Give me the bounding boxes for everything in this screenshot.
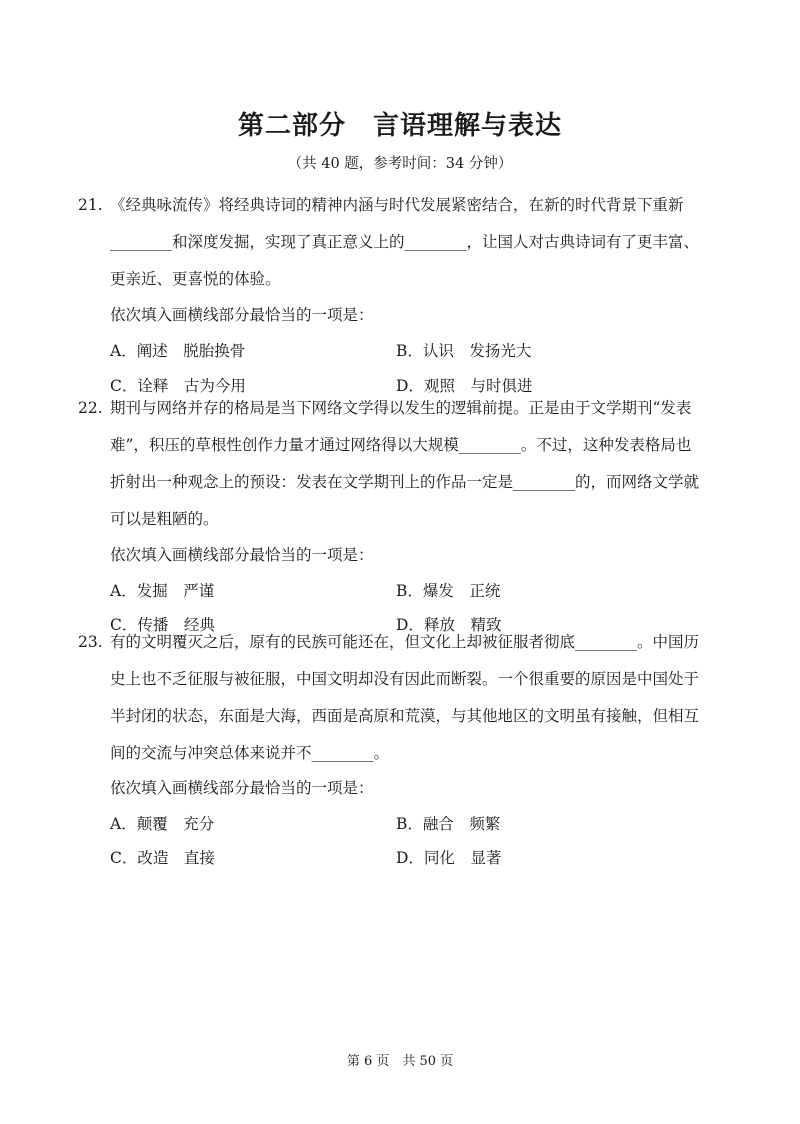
option-c[interactable] <box>110 376 246 396</box>
option-text: 释放 精致 <box>423 616 502 634</box>
option-letter: B． <box>396 815 423 833</box>
option-text: 颠覆 充分 <box>136 815 215 833</box>
question-instruction: 依次填入画横线部分最恰当的一项是： <box>110 546 374 564</box>
option-letter: B． <box>396 342 423 360</box>
question-text-line: 折射出一种观念上的预设：发表在文学期刊上的作品一定是________的，而网络文学就 <box>110 473 700 491</box>
option-d[interactable] <box>396 376 532 396</box>
option-text: 阐述 脱胎换骨 <box>136 342 246 360</box>
question-text-line: 《经典咏流传》将经典诗词的精神内涵与时代发展紧密结合，在新的时代背景下重新 <box>110 196 684 214</box>
page-title: 第二部分 言语理解与表达 <box>237 111 562 141</box>
question-number: 22. <box>78 399 103 417</box>
option-letter: A． <box>110 815 137 833</box>
option-d[interactable] <box>396 848 501 868</box>
question-text-line: 间的交流与冲突总体来说并不________。 <box>110 744 390 762</box>
option-text: 发掘 严谨 <box>136 582 215 600</box>
option-letter: C． <box>110 849 138 867</box>
option-text: 认识 发扬光大 <box>422 342 532 360</box>
question-number: 21. <box>78 196 103 214</box>
question-text-line: 可以是粗陋的。 <box>110 510 219 528</box>
option-text: 诠释 古为今用 <box>137 377 246 395</box>
option-a[interactable] <box>110 581 214 601</box>
option-letter: D． <box>396 616 424 634</box>
option-letter: C． <box>110 616 138 634</box>
option-letter: B． <box>396 582 423 600</box>
section-subtitle: （共 40 题，参考时间：34 分钟） <box>287 156 513 172</box>
question-instruction: 依次填入画横线部分最恰当的一项是： <box>110 306 374 324</box>
option-text: 观照 与时俱进 <box>423 377 533 395</box>
option-letter: A． <box>110 582 137 600</box>
question-text-line: 半封闭的状态，东面是大海，西面是高原和荒漠，与其他地区的文明虽有接触，但相互 <box>110 707 700 725</box>
option-b[interactable] <box>396 814 500 834</box>
page-footer: 第 6 页 共 50 页 <box>346 1054 454 1069</box>
option-text: 改造 直接 <box>137 849 215 867</box>
option-b[interactable] <box>396 581 500 601</box>
option-a[interactable] <box>110 341 245 361</box>
question-text-line: 史上也不乏征服与被征服，中国文明却没有因此而断裂。一个很重要的原因是中国处于 <box>110 670 700 688</box>
question-text-line: 难”，积压的草根性创作力量才通过网络得以大规模________。不过，这种发表格局也 <box>110 436 692 454</box>
option-letter: D． <box>396 849 424 867</box>
option-letter: A． <box>110 342 137 360</box>
option-text: 融合 频繁 <box>422 815 501 833</box>
option-c[interactable] <box>110 848 215 868</box>
option-text: 爆发 正统 <box>422 582 501 600</box>
option-letter: C． <box>110 377 138 395</box>
option-text: 同化 显著 <box>423 849 502 867</box>
option-b[interactable] <box>396 341 531 361</box>
question-number: 23. <box>78 633 103 651</box>
question-text-line: 期刊与网络并存的格局是当下网络文学得以发生的逻辑前提。正是由于文学期刊“发表 <box>110 399 692 417</box>
option-text: 传播 经典 <box>137 616 215 634</box>
question-text-line: 更亲近、更喜悦的体验。 <box>110 270 281 288</box>
option-a[interactable] <box>110 814 214 834</box>
question-instruction: 依次填入画横线部分最恰当的一项是： <box>110 779 374 797</box>
question-text-line: ________和深度发掘，实现了真正意义上的________，让国人对古典诗词有了更丰富、 <box>110 233 700 251</box>
option-letter: D． <box>396 377 424 395</box>
question-text-line: 有的文明覆灭之后，原有的民族可能还在，但文化上却被征服者彻底________。中国历 <box>110 633 700 651</box>
